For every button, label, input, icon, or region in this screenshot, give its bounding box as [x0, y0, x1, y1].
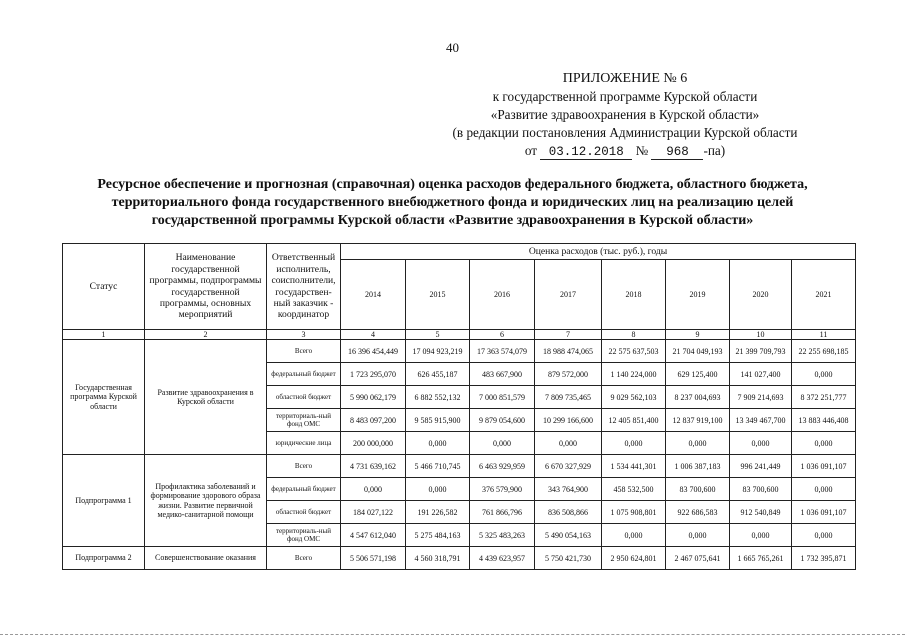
value-cell: 1 665 765,261	[730, 547, 792, 570]
header-year: 2014	[341, 260, 406, 330]
heading-line-1: Ресурсное обеспечение и прогнозная (справочная) оценка расходов федерального бюджета, областного бюджета,	[97, 177, 808, 192]
funding-source: федеральный бюджет	[267, 478, 341, 501]
table-row	[63, 340, 856, 363]
value-cell: 1 140 224,000	[602, 363, 666, 386]
value-cell: 343 764,900	[535, 478, 602, 501]
value-cell: 10 299 166,600	[535, 409, 602, 432]
funding-source: областной бюджет	[267, 386, 341, 409]
value-cell: 0,000	[792, 432, 856, 455]
value-cell: 922 686,583	[666, 501, 730, 524]
value-cell: 13 883 446,408	[792, 409, 856, 432]
document-heading	[40, 176, 865, 230]
value-cell: 5 990 062,179	[341, 386, 406, 409]
value-cell: 8 237 004,693	[666, 386, 730, 409]
value-cell: 2 950 624,801	[602, 547, 666, 570]
value-cell: 4 547 612,040	[341, 524, 406, 547]
column-number: 7	[535, 330, 602, 340]
appendix-block	[425, 70, 825, 160]
value-cell: 22 575 637,503	[602, 340, 666, 363]
resolution-number: 968	[651, 146, 703, 160]
value-cell: 7 000 851,579	[470, 386, 535, 409]
column-number: 9	[666, 330, 730, 340]
appendix-date-line	[425, 142, 825, 160]
program-name-cell: Совершенствование оказания	[145, 547, 267, 570]
value-cell: 0,000	[341, 478, 406, 501]
value-cell: 17 363 574,079	[470, 340, 535, 363]
value-cell: 8 372 251,777	[792, 386, 856, 409]
column-number-row	[63, 330, 856, 340]
value-cell: 0,000	[792, 524, 856, 547]
value-cell: 6 463 929,959	[470, 455, 535, 478]
value-cell: 1 075 908,801	[602, 501, 666, 524]
value-cell: 1 723 295,070	[341, 363, 406, 386]
value-cell: 912 540,849	[730, 501, 792, 524]
value-cell: 18 988 474,065	[535, 340, 602, 363]
appendix-line-3: (в редакции постановления Администрации Курской области	[452, 125, 798, 140]
value-cell: 879 572,000	[535, 363, 602, 386]
value-cell: 483 667,900	[470, 363, 535, 386]
value-cell: 5 466 710,745	[406, 455, 470, 478]
value-cell: 22 255 698,185	[792, 340, 856, 363]
status-cell: Подпрограмма 1	[63, 455, 145, 547]
value-cell: 141 027,400	[730, 363, 792, 386]
header-year: 2021	[792, 260, 856, 330]
value-cell: 7 909 214,693	[730, 386, 792, 409]
value-cell: 0,000	[730, 524, 792, 547]
value-cell: 836 508,866	[535, 501, 602, 524]
value-cell: 629 125,400	[666, 363, 730, 386]
header-year: 2018	[602, 260, 666, 330]
value-cell: 626 455,187	[406, 363, 470, 386]
header-name: Наименование государственной программы, подпрограммы государственной программы, основных мероприятий	[145, 244, 267, 330]
value-cell: 5 275 484,163	[406, 524, 470, 547]
budget-table	[62, 243, 856, 570]
funding-source: Всего	[267, 547, 341, 570]
value-cell: 5 506 571,198	[341, 547, 406, 570]
table-row	[63, 455, 856, 478]
value-cell: 6 882 552,132	[406, 386, 470, 409]
column-number: 11	[792, 330, 856, 340]
value-cell: 376 579,900	[470, 478, 535, 501]
funding-source: территориаль-ный фонд ОМС	[267, 409, 341, 432]
column-number: 5	[406, 330, 470, 340]
funding-source: территориаль-ный фонд ОМС	[267, 524, 341, 547]
value-cell: 4 560 318,791	[406, 547, 470, 570]
value-cell: 9 879 054,600	[470, 409, 535, 432]
value-cell: 16 396 454,449	[341, 340, 406, 363]
column-number: 1	[63, 330, 145, 340]
value-cell: 2 467 075,641	[666, 547, 730, 570]
value-cell: 191 226,582	[406, 501, 470, 524]
value-cell: 0,000	[602, 432, 666, 455]
table-row	[63, 547, 856, 570]
funding-source: областной бюджет	[267, 501, 341, 524]
value-cell: 9 029 562,103	[602, 386, 666, 409]
scan-edge-divider	[0, 634, 905, 635]
resolution-date: 03.12.2018	[540, 146, 632, 160]
value-cell: 21 399 709,793	[730, 340, 792, 363]
date-prefix: от	[524, 143, 537, 158]
value-cell: 5 490 054,163	[535, 524, 602, 547]
value-cell: 17 094 923,219	[406, 340, 470, 363]
header-responsible: Ответственный исполнитель, соисполнители, государствен-ный заказчик - координатор	[267, 244, 341, 330]
header-year: 2016	[470, 260, 535, 330]
funding-source: Всего	[267, 455, 341, 478]
value-cell: 0,000	[792, 478, 856, 501]
appendix-title: ПРИЛОЖЕНИЕ № 6	[562, 71, 688, 86]
value-cell: 1 036 091,107	[792, 501, 856, 524]
header-year: 2020	[730, 260, 792, 330]
status-cell: Подпрограмма 2	[63, 547, 145, 570]
header-estimate: Оценка расходов (тыс. руб.), годы	[341, 244, 856, 260]
value-cell: 12 837 919,100	[666, 409, 730, 432]
page-number: 40	[446, 40, 459, 55]
value-cell: 996 241,449	[730, 455, 792, 478]
status-cell: Государственная программа Курской области	[63, 340, 145, 455]
value-cell: 21 704 049,193	[666, 340, 730, 363]
column-number: 4	[341, 330, 406, 340]
value-cell: 5 325 483,263	[470, 524, 535, 547]
heading-line-2: территориального фонда государственного внебюджетного фонда и юридических лиц на реализацию целей	[111, 195, 794, 210]
value-cell: 184 027,122	[341, 501, 406, 524]
value-cell: 4 439 623,957	[470, 547, 535, 570]
value-cell: 9 585 915,900	[406, 409, 470, 432]
column-number: 6	[470, 330, 535, 340]
value-cell: 0,000	[470, 432, 535, 455]
value-cell: 0,000	[535, 432, 602, 455]
header-year: 2017	[535, 260, 602, 330]
value-cell: 7 809 735,465	[535, 386, 602, 409]
value-cell: 1 534 441,301	[602, 455, 666, 478]
value-cell: 6 670 327,929	[535, 455, 602, 478]
value-cell: 4 731 639,162	[341, 455, 406, 478]
value-cell: 83 700,600	[730, 478, 792, 501]
number-label: №	[635, 143, 649, 158]
value-cell: 0,000	[666, 432, 730, 455]
value-cell: 13 349 467,700	[730, 409, 792, 432]
appendix-line-2: «Развитие здравоохранения в Курской области»	[490, 107, 760, 122]
column-number: 10	[730, 330, 792, 340]
funding-source: юридические лица	[267, 432, 341, 455]
value-cell: 0,000	[406, 432, 470, 455]
value-cell: 5 750 421,730	[535, 547, 602, 570]
value-cell: 761 866,796	[470, 501, 535, 524]
value-cell: 200 000,000	[341, 432, 406, 455]
value-cell: 12 405 851,400	[602, 409, 666, 432]
column-number: 3	[267, 330, 341, 340]
header-year: 2015	[406, 260, 470, 330]
value-cell: 0,000	[602, 524, 666, 547]
value-cell: 0,000	[792, 363, 856, 386]
value-cell: 8 483 097,200	[341, 409, 406, 432]
appendix-line-1: к государственной программе Курской области	[492, 89, 758, 104]
funding-source: Всего	[267, 340, 341, 363]
header-year: 2019	[666, 260, 730, 330]
header-status: Статус	[63, 244, 145, 330]
heading-line-3: государственной программы Курской области «Развитие здравоохранения в Курской области»	[151, 213, 754, 228]
value-cell: 458 532,500	[602, 478, 666, 501]
value-cell: 0,000	[730, 432, 792, 455]
funding-source: федеральный бюджет	[267, 363, 341, 386]
resolution-suffix: -па)	[703, 143, 726, 158]
value-cell: 83 700,600	[666, 478, 730, 501]
program-name-cell: Профилактика заболеваний и формирование здорового образа жизни. Развитие первичной медико-санитарной помощи	[145, 455, 267, 547]
value-cell: 0,000	[666, 524, 730, 547]
value-cell: 1 732 395,871	[792, 547, 856, 570]
program-name-cell: Развитие здравоохранения в Курской области	[145, 340, 267, 455]
column-number: 2	[145, 330, 267, 340]
value-cell: 1 036 091,107	[792, 455, 856, 478]
column-number: 8	[602, 330, 666, 340]
value-cell: 1 006 387,183	[666, 455, 730, 478]
value-cell: 0,000	[406, 478, 470, 501]
